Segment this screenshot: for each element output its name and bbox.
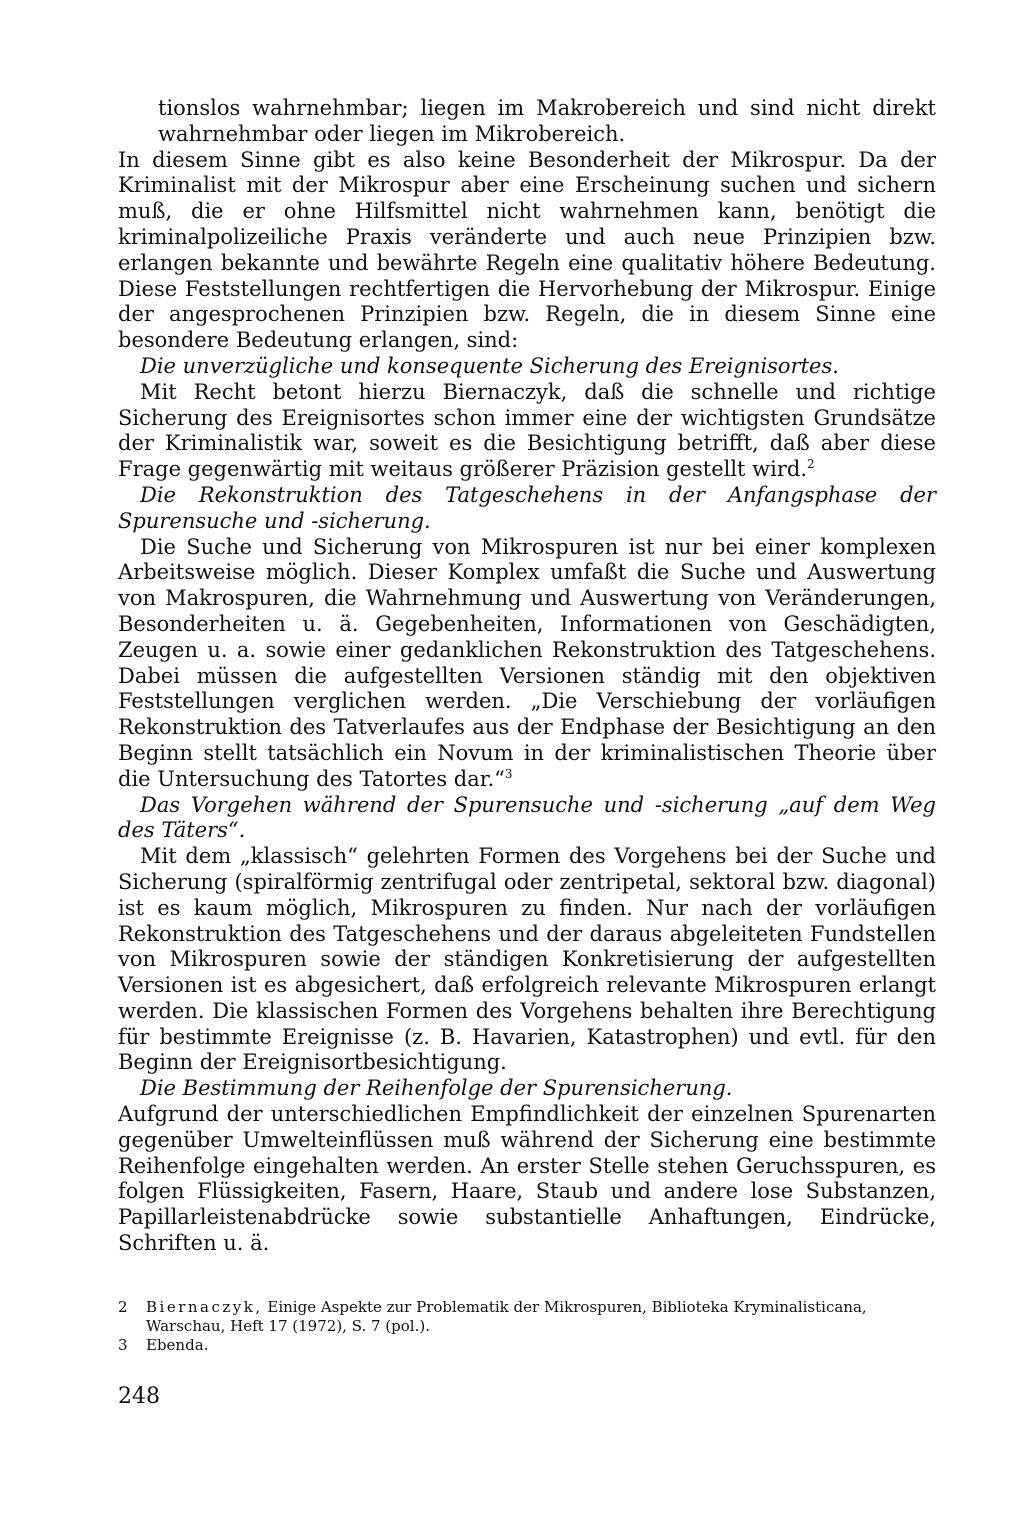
paragraph-continued: tionslos wahrnehmbar; liegen im Makrobereich und sind nicht direkt wahrnehmbar oder liegen im Mikrobereich. [158,96,936,146]
footnote-number: 2 [118,1298,128,1316]
footnote-ref: 3 [504,766,513,781]
section-heading: Die Bestimmung der Reihenfolge der Spurensicherung. [140,1076,733,1101]
footnote [118,1336,936,1355]
footnote-body: Ebenda. [146,1336,209,1354]
footnotes [118,1298,936,1355]
footnote-body: Einige Aspekte zur Problematik der Mikrospuren, Biblioteka Kryminalisticana, Warschau, Heft 17 (1972), S. 7 (pol.). [146,1298,867,1335]
footnote-author: Biernaczyk, [146,1298,263,1316]
footnote-number: 3 [118,1336,128,1354]
page-number: 248 [118,1384,160,1409]
paragraph: Aufgrund der unterschiedlichen Empfindlichkeit der einzelnen Spurenarten gegenüber Umwelteinflüssen muß während der Sicherung eine bestimmte Reihenfolge eingehalten werden. An erster Stelle stehen Geruchsspuren, es folgen Flüssigkeiten, Fasern, Haare, Staub und andere lose Substanzen, Papillarleistenabdrücke sowie substantielle Anhaftungen, Eindrücke, Schriften u. ä. [118,1102,936,1256]
paragraph: Mit dem „klassisch“ gelehrten Formen des Vorgehens bei der Suche und Sicherung (spiralförmig zentrifugal oder zentripetal, sektoral bzw. diagonal) ist es kaum möglich, Mikrospuren zu finden. Nur nach der vorläufigen Rekonstruktion des Tatgeschehens und der daraus abgeleiteten Fundstellen von Mikrospuren sowie der ständigen Konkretisierung der aufgestellten Versionen ist es abgesichert, daß erfolgreich relevante Mikrospuren erlangt werden. Die klassischen Formen des Vorgehens behalten ihre Berechtigung für bestimmte Ereignisse (z. B. Havarien, Katastrophen) und evtl. für den Beginn der Ereignisortbesichtigung. [118,844,936,1075]
footnote-text [146,1298,936,1336]
paragraph [118,535,936,793]
paragraph-text: Die Suche und Sicherung von Mikrospuren ist nur bei einer komplexen Arbeitsweise möglich. Dieser Komplex umfaßt die Suche und Auswertung von Makrospuren, die Wahrnehmung und Auswertung von Veränderungen, Besonderheiten u. ä. Gegebenheiten, Informationen von Geschädigten, Zeugen u. a. sowie einer gedanklichen Rekonstruktion des Tatgeschehens. Dabei müssen die aufgestellten Versionen ständig mit den objektiven Feststellungen verglichen werden. „Die Verschiebung der vorläufigen Rekonstruktion des Tatverlaufes aus der Endphase der Besichtigung an den Beginn stellt tatsächlich ein Novum in der kriminalistischen Theorie über die Untersuchung des Tatortes dar.“ [118,534,936,791]
paragraph-text: Mit Recht betont hierzu Biernaczyk, daß die schnelle und richtige Sicherung des Ereignisortes schon immer eine der wichtigsten Grundsätze der Kriminalistik war, soweit es die Besichtigung betrifft, daß aber diese Frage gegenwärtig mit weitaus größerer Präzision gestellt wird. [118,379,936,482]
paragraph [118,380,936,483]
section-heading: Die unverzügliche und konsequente Sicherung des Ereignisortes. [140,353,839,378]
section-heading: Die Rekonstruktion des Tatgeschehens in der Anfangsphase der Spurensuche und -sicherung. [118,482,936,533]
body-text [118,96,936,1257]
footnote-ref: 2 [807,457,815,472]
footnote [118,1298,936,1336]
paragraph: In diesem Sinne gibt es also keine Besonderheit der Mikrospur. Da der Kriminalist mit der Mikrospur aber eine Erscheinung suchen und sichern muß, die er ohne Hilfsmittel nicht wahrnehmen kann, benötigt die kriminalpolizeiliche Praxis veränderte und auch neue Prinzipien bzw. erlangen bekannte und bewährte Regeln eine qualitativ höhere Bedeutung. Diese Feststellungen rechtfertigen die Hervorhebung der Mikrospur. Einige der angesprochenen Prinzipien bzw. Regeln, die in diesem Sinne eine besondere Bedeutung erlangen, sind: [118,147,936,353]
section-heading: Das Vorgehen während der Spurensuche und -sicherung „auf dem Weg des Täters“. [118,792,936,843]
